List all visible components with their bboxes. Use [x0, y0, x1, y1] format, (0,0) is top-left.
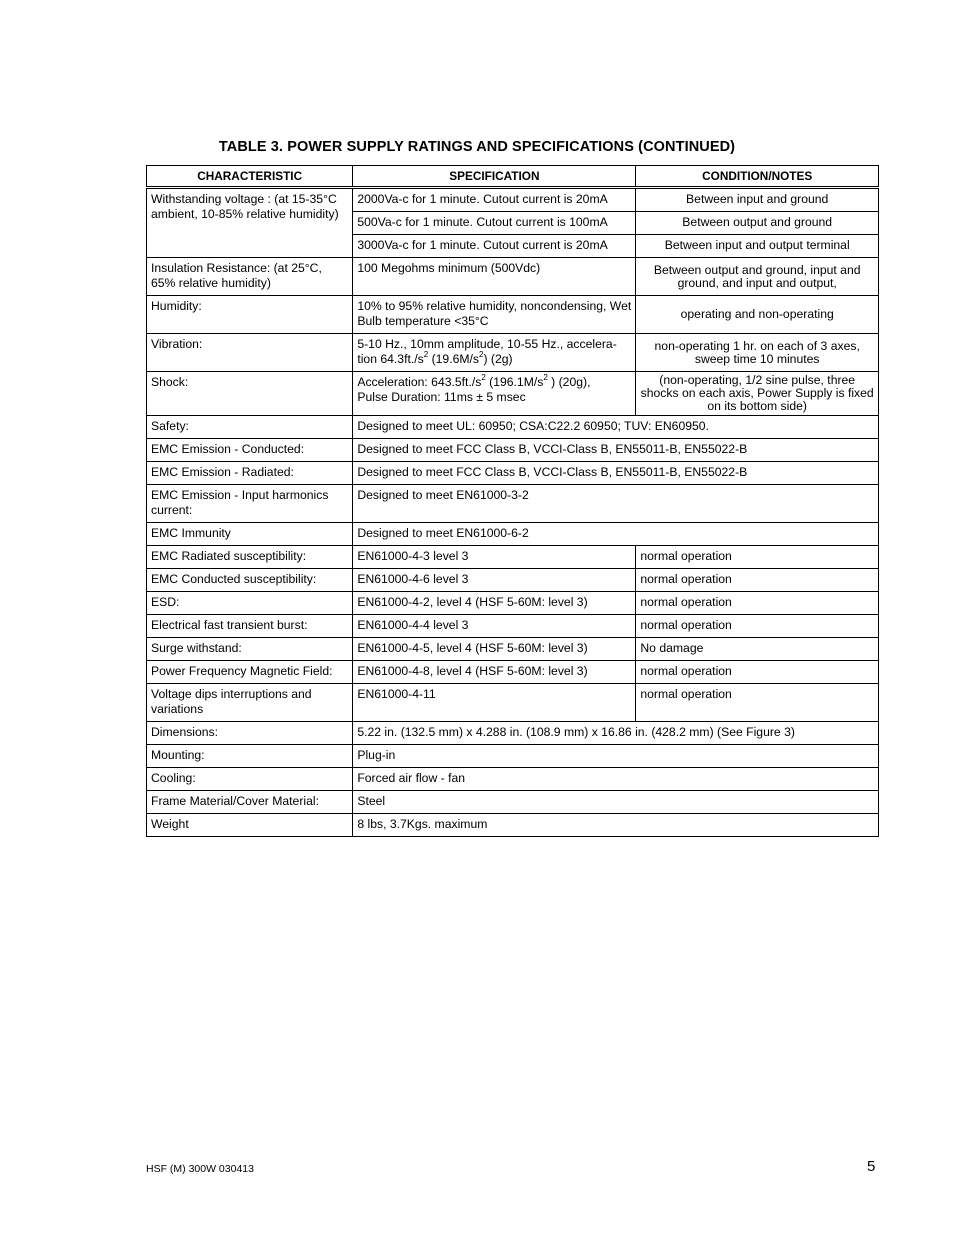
specification-cell: Designed to meet EN61000-3-2	[353, 485, 879, 523]
characteristic-cell: EMC Emission - Conducted:	[147, 439, 353, 462]
specification-cell: 5.22 in. (132.5 mm) x 4.288 in. (108.9 mm) x 16.86 in. (428.2 mm) (See Figure 3)	[353, 722, 879, 745]
specification-cell: EN61000-4-5, level 4 (HSF 5-60M: level 3)	[353, 638, 636, 661]
characteristic-cell: ESD:	[147, 592, 353, 615]
specification-cell: 2000Va-c for 1 minute. Cutout current is 20mA	[353, 188, 636, 212]
header-characteristic: CHARACTERISTIC	[147, 166, 353, 188]
specifications-table	[146, 165, 879, 837]
specification-cell: Plug-in	[353, 745, 879, 768]
condition-cell: No damage	[636, 638, 879, 661]
table-row	[147, 258, 879, 296]
characteristic-cell: Humidity:	[147, 296, 353, 334]
table-row	[147, 661, 879, 684]
condition-cell: normal operation	[636, 546, 879, 569]
specification-cell: Forced air flow - fan	[353, 768, 879, 791]
specification-cell: 3000Va-c for 1 minute. Cutout current is 20mA	[353, 235, 636, 258]
characteristic-cell: EMC Immunity	[147, 523, 353, 546]
table-row	[147, 462, 879, 485]
superscript: 2	[543, 372, 548, 382]
specification-cell: Designed to meet FCC Class B, VCCI-Class B, EN55011-B, EN55022-B	[353, 462, 879, 485]
table-row	[147, 334, 879, 372]
condition-cell: normal operation	[636, 684, 879, 722]
condition-cell: operating and non-operating	[636, 296, 879, 334]
header-condition-notes: CONDITION/NOTES	[636, 166, 879, 188]
characteristic-cell: Mounting:	[147, 745, 353, 768]
characteristic-cell: Electrical fast transient burst:	[147, 615, 353, 638]
specification-cell: 500Va-c for 1 minute. Cutout current is 100mA	[353, 212, 636, 235]
table-row	[147, 523, 879, 546]
table-row	[147, 684, 879, 722]
characteristic-cell: Weight	[147, 814, 353, 837]
table-row	[147, 188, 879, 212]
table-row	[147, 615, 879, 638]
characteristic-cell: EMC Radiated susceptibility:	[147, 546, 353, 569]
table-row	[147, 372, 879, 416]
spec-text: 5-10 Hz., 10mm amplitude, 10-55 Hz., accelera-tion 64.3ft./s	[357, 337, 617, 366]
table-row	[147, 485, 879, 523]
condition-cell: normal operation	[636, 661, 879, 684]
condition-cell: normal operation	[636, 592, 879, 615]
specification-cell: Designed to meet FCC Class B, VCCI-Class B, EN55011-B, EN55022-B	[353, 439, 879, 462]
specification-cell	[353, 372, 636, 416]
characteristic-cell: Power Frequency Magnetic Field:	[147, 661, 353, 684]
table-row	[147, 768, 879, 791]
header-specification: SPECIFICATION	[353, 166, 636, 188]
document-id: HSF (M) 300W 030413	[146, 1163, 254, 1175]
spec-text: ) (2g)	[483, 352, 513, 366]
spec-text: ) (20g),	[547, 375, 591, 389]
characteristic-cell: Dimensions:	[147, 722, 353, 745]
condition-cell: normal operation	[636, 569, 879, 592]
spec-text: Pulse Duration: 11ms ± 5 msec	[357, 390, 526, 404]
table-row	[147, 722, 879, 745]
specification-cell: EN61000-4-6 level 3	[353, 569, 636, 592]
table-header-row	[147, 166, 879, 188]
specification-cell: Designed to meet EN61000-6-2	[353, 523, 879, 546]
table-row	[147, 296, 879, 334]
spec-text: (19.6M/s	[428, 352, 479, 366]
characteristic-cell: EMC Conducted susceptibility:	[147, 569, 353, 592]
characteristic-cell: Cooling:	[147, 768, 353, 791]
condition-cell: Between input and ground	[636, 188, 879, 212]
condition-cell: Between output and ground	[636, 212, 879, 235]
characteristic-cell: Voltage dips interruptions and variations	[147, 684, 353, 722]
superscript: 2	[423, 349, 429, 359]
table-row	[147, 546, 879, 569]
characteristic-cell: Surge withstand:	[147, 638, 353, 661]
specification-cell	[353, 334, 636, 372]
specification-cell: EN61000-4-8, level 4 (HSF 5-60M: level 3)	[353, 661, 636, 684]
superscript: 2	[481, 372, 486, 382]
superscript: 2	[479, 349, 484, 359]
specification-cell: Steel	[353, 791, 879, 814]
table-row	[147, 745, 879, 768]
specification-cell: EN61000-4-2, level 4 (HSF 5-60M: level 3)	[353, 592, 636, 615]
table-row	[147, 814, 879, 837]
characteristic-cell: Safety:	[147, 416, 353, 439]
page-number: 5	[867, 1158, 876, 1175]
characteristic-cell: EMC Emission - Input harmonics current:	[147, 485, 353, 523]
table-title: TABLE 3. POWER SUPPLY RATINGS AND SPECIFICATIONS (CONTINUED)	[218, 139, 736, 155]
specification-cell: 100 Megohms minimum (500Vdc)	[353, 258, 636, 296]
characteristic-cell: Shock:	[147, 372, 353, 416]
condition-cell: (non-operating, 1/2 sine pulse, three shocks on each axis, Power Supply is fixed on its bottom side)	[636, 372, 879, 416]
characteristic-cell: Withstanding voltage : (at 15-35°C ambient, 10-85% relative humidity)	[147, 188, 353, 258]
condition-cell: Between output and ground, input and ground, and input and output,	[636, 258, 879, 296]
table-row	[147, 791, 879, 814]
condition-cell: Between input and output terminal	[636, 235, 879, 258]
table-row	[147, 439, 879, 462]
spec-text: Acceleration: 643.5ft./s	[357, 375, 482, 389]
specification-cell: EN61000-4-3 level 3	[353, 546, 636, 569]
condition-cell: normal operation	[636, 615, 879, 638]
table-row	[147, 592, 879, 615]
spec-text: (196.1M/s	[485, 375, 544, 389]
specification-cell: Designed to meet UL: 60950; CSA:C22.2 60950; TUV: EN60950.	[353, 416, 879, 439]
specification-cell: EN61000-4-11	[353, 684, 636, 722]
characteristic-cell: EMC Emission - Radiated:	[147, 462, 353, 485]
condition-cell: non-operating 1 hr. on each of 3 axes, sweep time 10 minutes	[636, 334, 879, 372]
table-row	[147, 416, 879, 439]
characteristic-cell: Insulation Resistance: (at 25°C, 65% relative humidity)	[147, 258, 353, 296]
specification-cell: EN61000-4-4 level 3	[353, 615, 636, 638]
table-row	[147, 638, 879, 661]
specification-cell: 10% to 95% relative humidity, noncondensing, Wet Bulb temperature <35°C	[353, 296, 636, 334]
specification-cell: 8 lbs, 3.7Kgs. maximum	[353, 814, 879, 837]
characteristic-cell: Vibration:	[147, 334, 353, 372]
table-row	[147, 569, 879, 592]
characteristic-cell: Frame Material/Cover Material:	[147, 791, 353, 814]
